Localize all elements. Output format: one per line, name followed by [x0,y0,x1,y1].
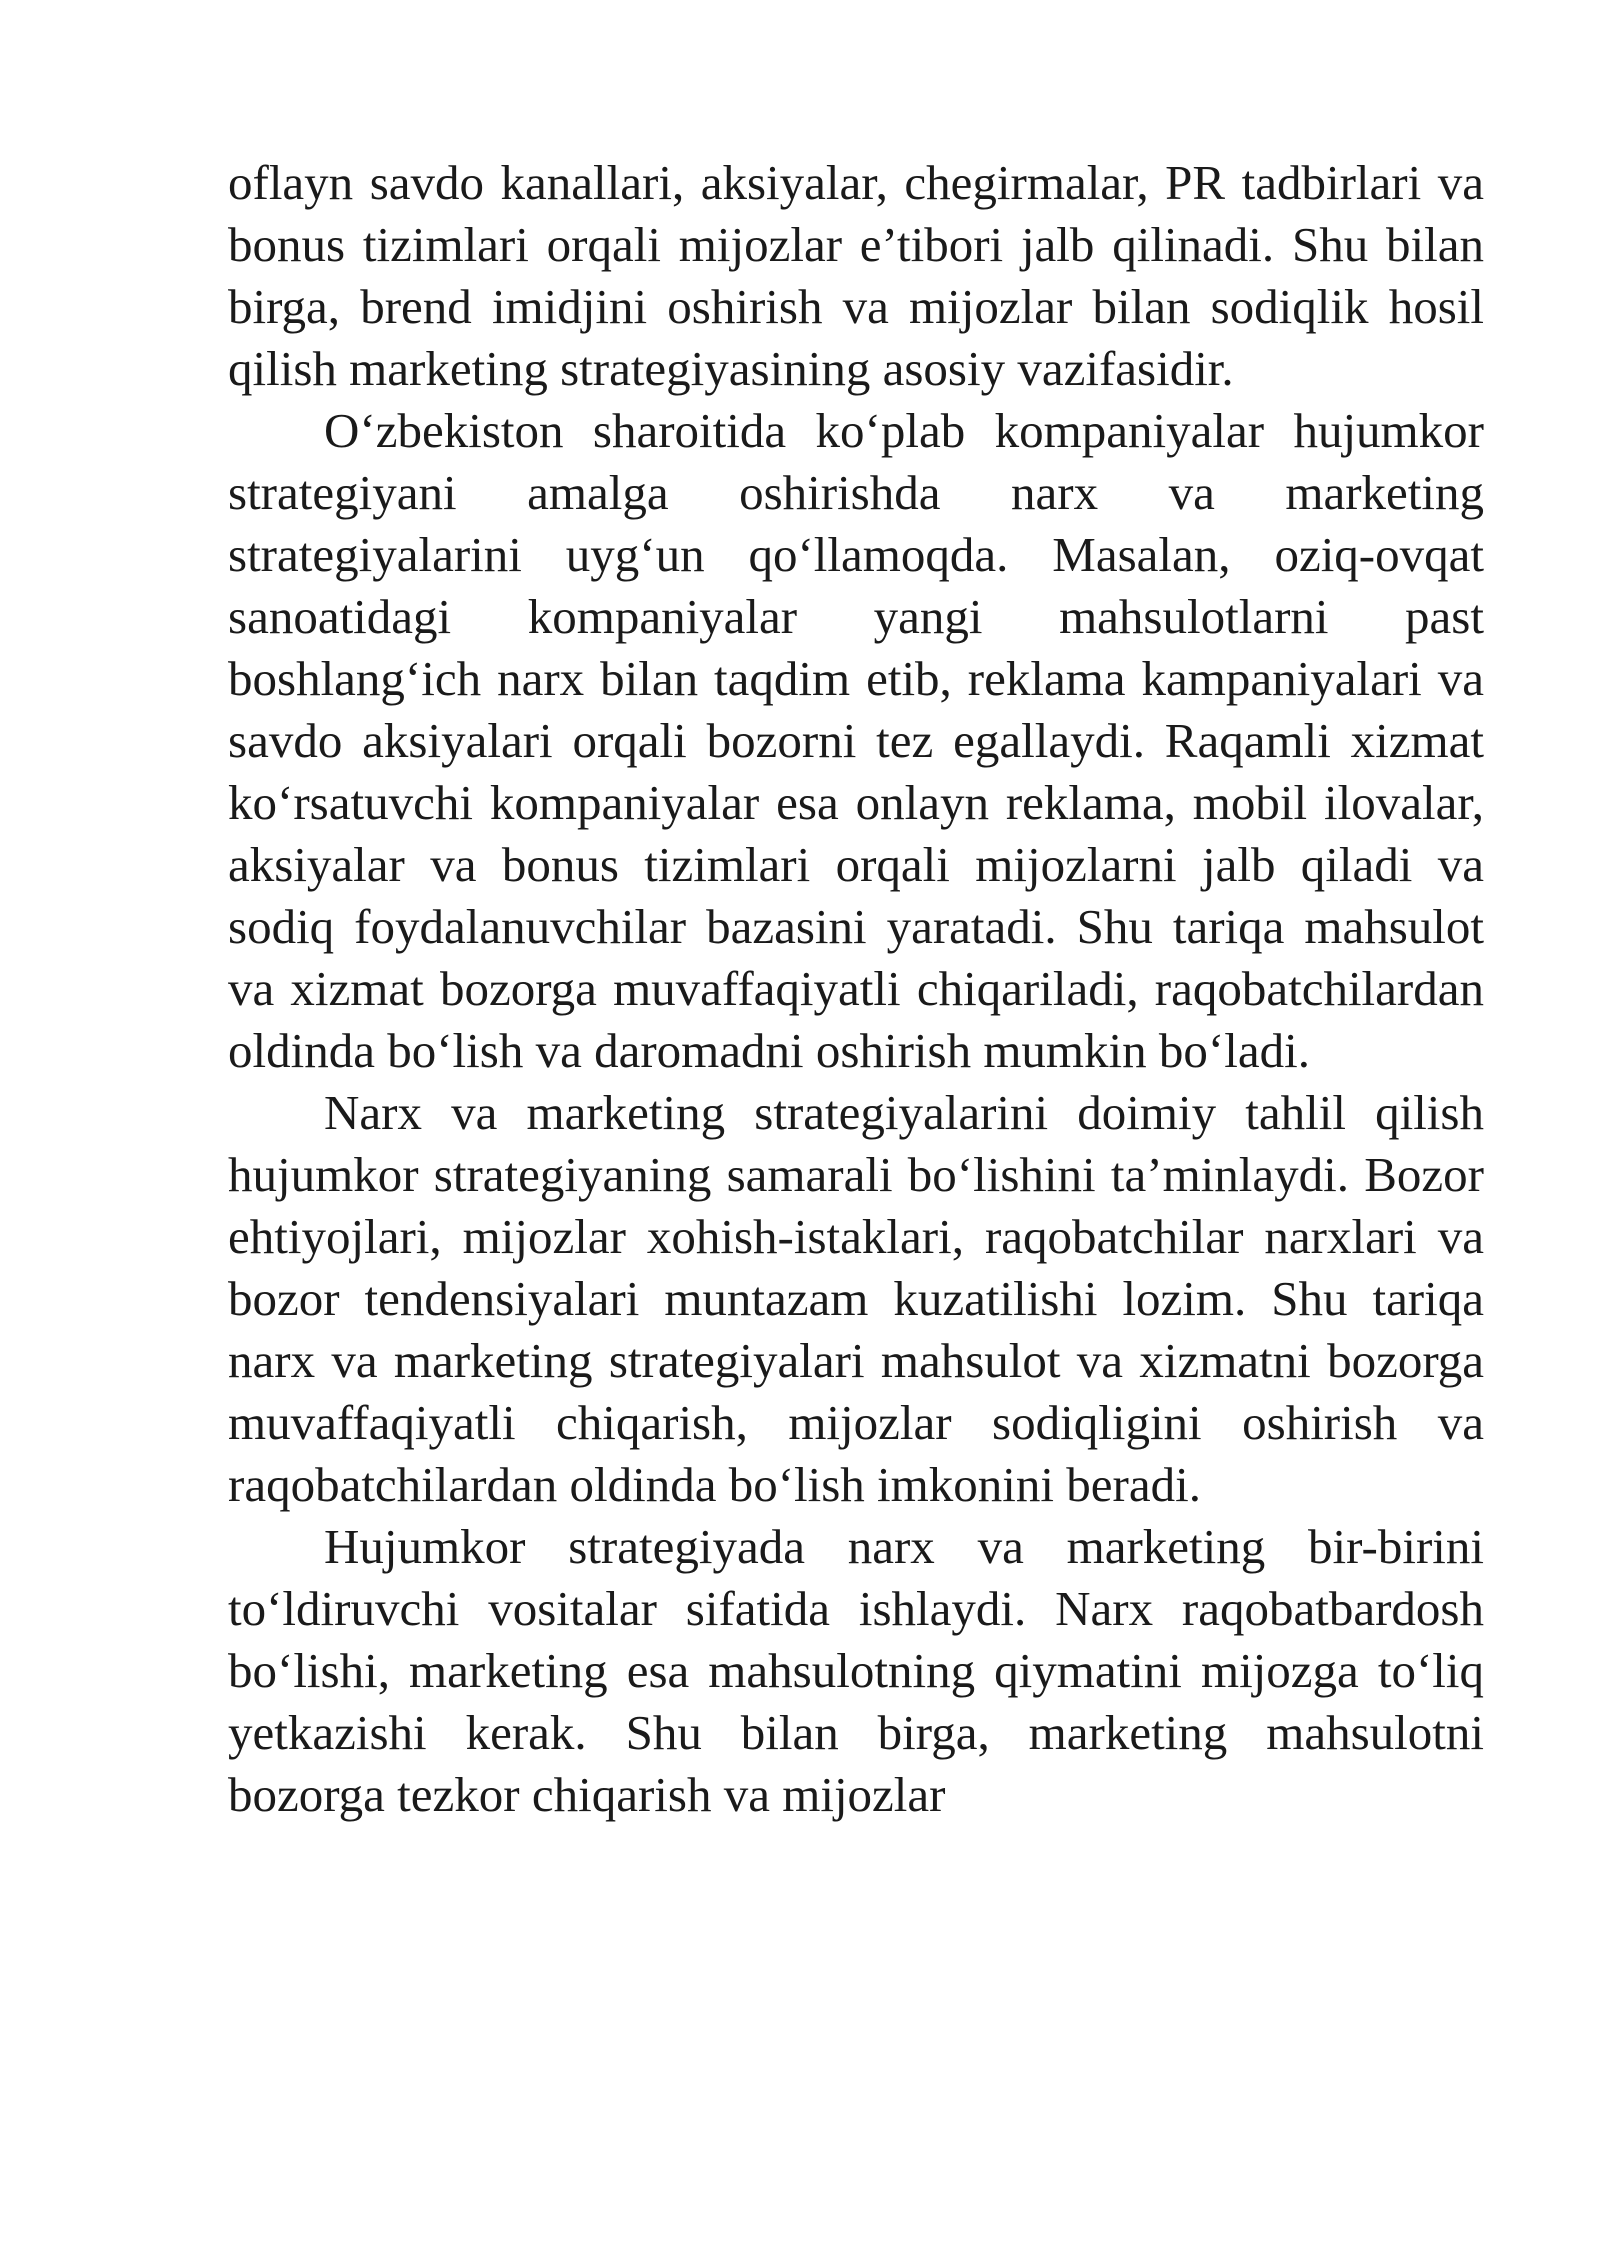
body-text [228,152,1484,1826]
paragraph-1: oflayn savdo kanallari, aksiyalar, chegirmalar, PR tadbirlari va bonus tizimlari orqali mijozlar e’tibori jalb qilinadi. Shu bilan birga, brend imidjini oshirish va mijozlar bilan sodiqlik hosil qilish marketing strategiyasining asosiy vazifasidir. [228,155,1484,396]
paragraph-4: Hujumkor strategiyada narx va marketing bir-birini to‘ldiruvchi vositalar sifatida ishlaydi. Narx raqobatbardosh bo‘lishi, marketing esa mahsulotning qiymatini mijozga to‘liq yetkazishi kerak. Shu bilan birga, marketing mahsulotni bozorga tezkor chiqarish va mijozlar [228,1519,1484,1822]
paragraph-3: Narx va marketing strategiyalarini doimiy tahlil qilish hujumkor strategiyaning samarali bo‘lishini ta’minlaydi. Bozor ehtiyojlari, mijozlar xohish-istaklari, raqobatchilar narxlari va bozor tendensiyalari muntazam kuzatilishi lozim. Shu tariqa narx va marketing strategiyalari mahsulot va xizmatni bozorga muvaffaqiyatli chiqarish, mijozlar sodiqligini oshirish va raqobatchilardan oldinda bo‘lish imkonini beradi. [228,1085,1484,1512]
paragraph-2: O‘zbekiston sharoitida ko‘plab kompaniyalar hujumkor strategiyani amalga oshirishda narx va marketing strategiyalarini uyg‘un qo‘llamoqda. Masalan, oziq-ovqat sanoatidagi kompaniyalar yangi mahsulotlarni past boshlang‘ich narx bilan taqdim etib, reklama kampaniyalari va savdo aksiyalari orqali bozorni tez egallaydi. Raqamli xizmat ko‘rsatuvchi kompaniyalar esa onlayn reklama, mobil ilovalar, aksiyalar va bonus tizimlari orqali mijozlarni jalb qiladi va sodiq foydalanuvchilar bazasini yaratadi. Shu tariqa mahsulot va xizmat bozorga muvaffaqiyatli chiqariladi, raqobatchilardan oldinda bo‘lish va daromadni oshirish mumkin bo‘ladi. [228,403,1484,1078]
